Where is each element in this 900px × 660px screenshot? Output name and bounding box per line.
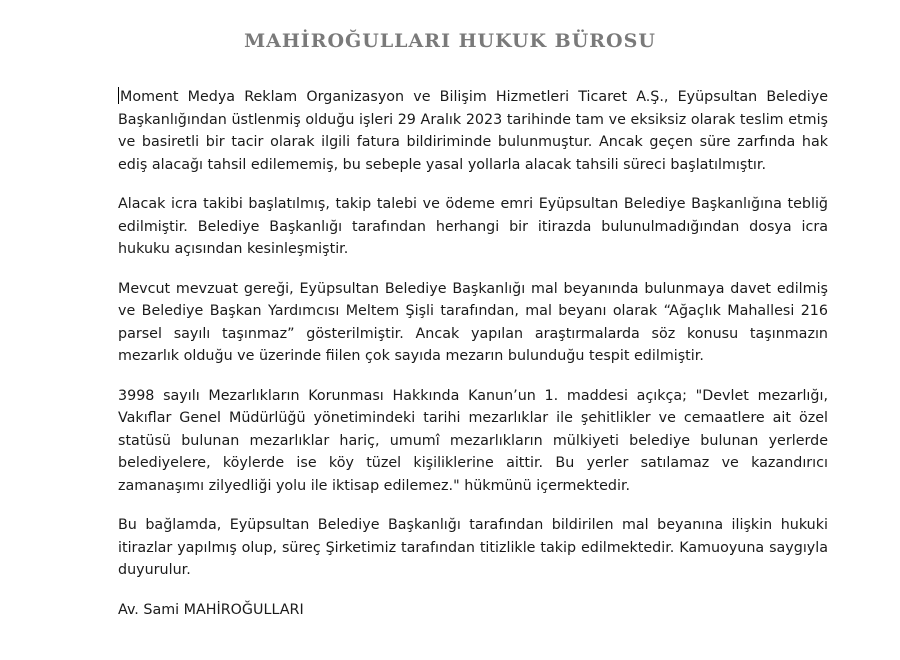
paragraph-3-text: Mevcut mevzuat gereği, Eyüpsultan Belediye Başkanlığı mal beyanında bulunmaya davet edilmiş ve Belediye Başkan Yardımcısı Meltem Şişli tarafından, mal beyanı olarak “Ağaçlık Mahallesi 216 parsel sayılı taşınmaz” gösterilmiştir. Ancak yapılan araştırmalarda söz konusu taşınmazın mezarlık olduğu ve üzerinde fiilen çok sayıda mezarın bulunduğu tespit edilmiştir. [118,280,828,364]
paragraph-1 [118,86,828,176]
paragraph-4 [118,385,828,498]
document-body[interactable] [118,86,828,621]
text-cursor [118,87,119,104]
document-title: MAHİROĞULLARI HUKUK BÜROSU [244,30,656,52]
paragraph-4-text: 3998 sayılı Mezarlıkların Korunması Hakkında Kanun’un 1. maddesi açıkça; "Devlet mezarlığı, Vakıflar Genel Müdürlüğü yönetimindeki tarihi mezarlıklar ile şehitlikler ve cemaatlere ait özel statüsü bulunan mezarlıklar hariç, umumî mezarlıkların mülkiyeti belediye bulunan yerlerde belediyelere, köylerde ise köy tüzel kişiliklerine aittir. Bu yerler satılamaz ve kazandırıcı zamanaşımı zilyedliği yolu ile iktisap edilemez." hükmünü içermektedir. [118,387,828,494]
paragraph-5 [118,514,828,582]
paragraph-3 [118,278,828,368]
paragraph-2 [118,193,828,261]
signature: Av. Sami MAHİROĞULLARI [118,601,304,618]
paragraph-1-text: Moment Medya Reklam Organizasyon ve Bilişim Hizmetleri Ticaret A.Ş., Eyüpsultan Belediye Başkanlığından üstlenmiş olduğu işleri 29 Aralık 2023 tarihinde tam ve eksiksiz olarak teslim etmiş ve basiretli bir tacir olarak ilgili fatura bildiriminde bulunmuştur. Ancak geçen süre zarfında hak ediş alacağı tahsil edilememiş, bu sebeple yasal yollarla alacak tahsili süreci başlatılmıştır. [118,89,828,173]
paragraph-5-text: Bu bağlamda, Eyüpsultan Belediye Başkanlığı tarafından bildirilen mal beyanına ilişkin hukuki itirazlar yapılmış olup, süreç Şirketimiz tarafından titizlikle takip edilmektedir. Kamuoyuna saygıyla duyurulur. [118,517,828,578]
paragraph-2-text: Alacak icra takibi başlatılmış, takip talebi ve ödeme emri Eyüpsultan Belediye Başkanlığına tebliğ edilmiştir. Belediye Başkanlığı tarafından herhangi bir itirazda bulunulmadığından dosya icra hukuku açısından kesinleşmiştir. [118,196,828,257]
